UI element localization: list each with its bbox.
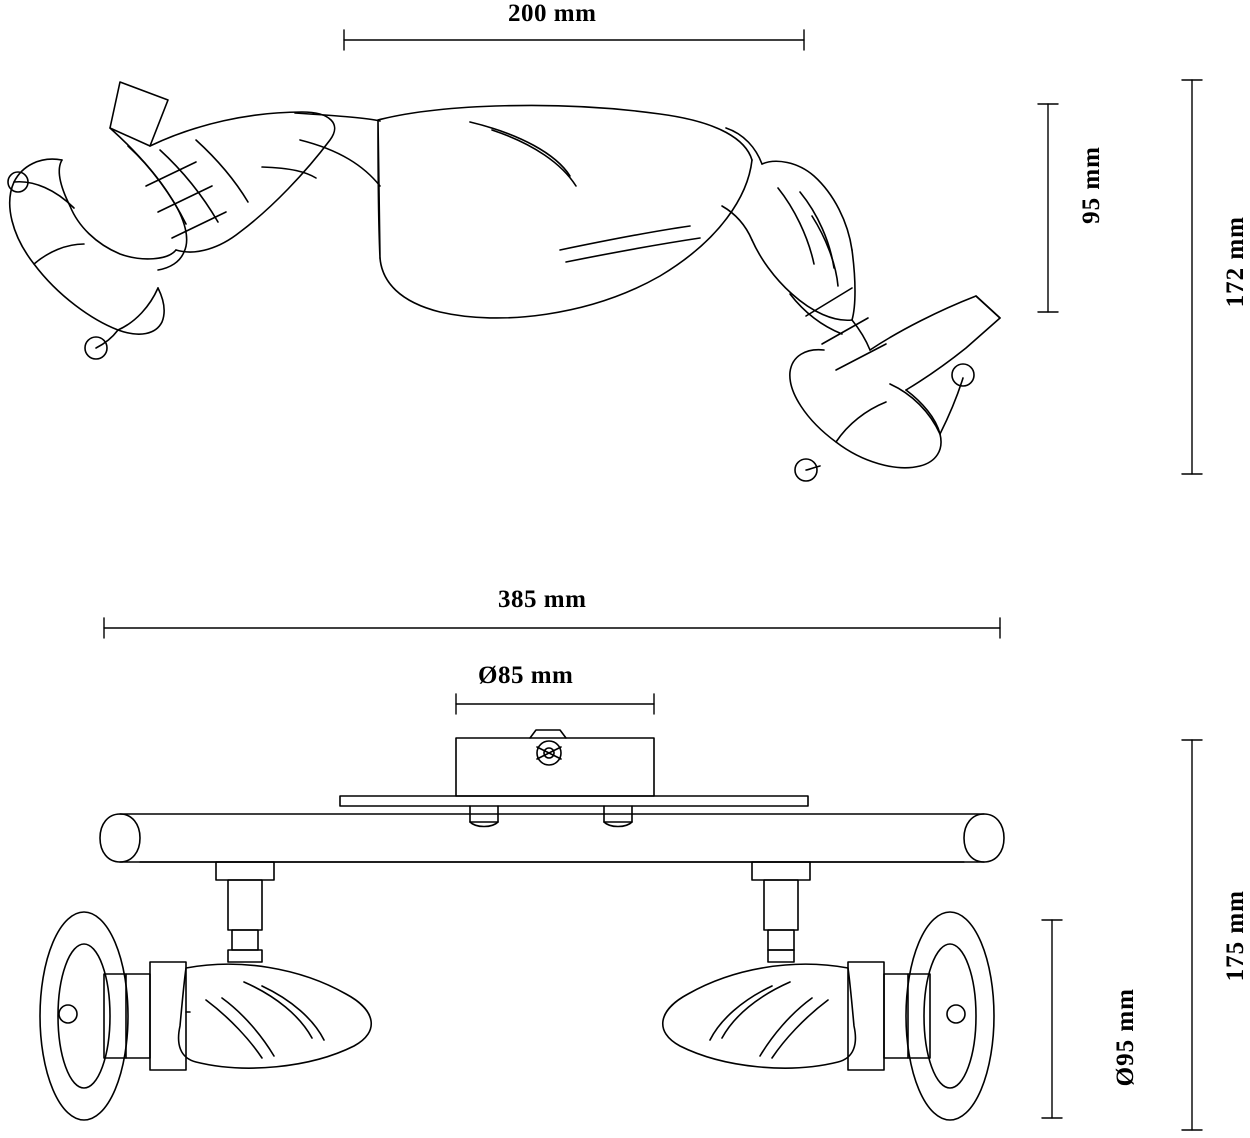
dimension-label-height-overall-top: 172 mm <box>1222 216 1249 308</box>
dimension-label-shade-diameter: Ø95 mm <box>1112 988 1139 1087</box>
dimension-label-height-spot: 95 mm <box>1078 146 1105 224</box>
front-view-left-spot <box>40 912 371 1120</box>
front-elevation-view-geometry <box>40 618 1202 1130</box>
dimension-label-width-overall: 385 mm <box>498 586 587 613</box>
dimension-label-height-overall-front: 175 mm <box>1222 890 1249 982</box>
top-perspective-view-geometry <box>8 82 762 359</box>
top-view-right-spot-head <box>752 161 1000 481</box>
dimension-label-canopy-diameter: Ø85 mm <box>478 662 574 689</box>
top-view-dimension-lines <box>344 30 1202 474</box>
front-view-right-spot <box>663 912 994 1120</box>
dimension-label-width-top: 200 mm <box>508 0 597 27</box>
